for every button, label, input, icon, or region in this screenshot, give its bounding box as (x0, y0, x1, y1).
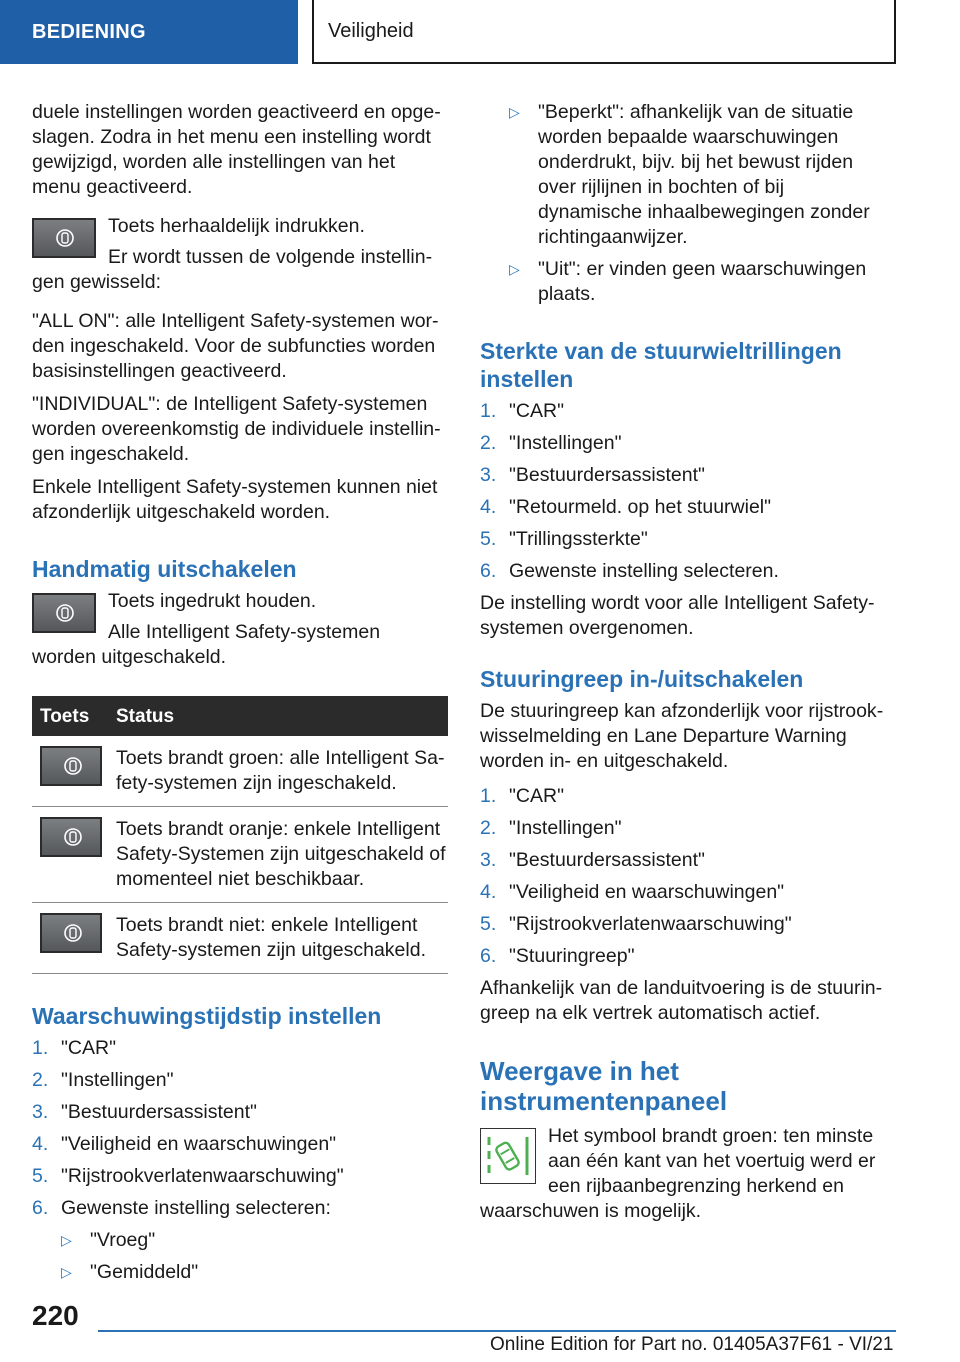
press-hold-block (32, 589, 448, 678)
table-row (32, 807, 448, 903)
list-item: ▷ "Gemiddeld" (61, 1261, 199, 1283)
timing-options (61, 1228, 448, 1285)
intro-paragraph: duele instellingen worden geactiveerd en opgeslagen. Zodra in het menu een instelling wordt gewijzigd, worden alle instellingen van het menu geactiveerd. (32, 101, 441, 198)
all-on-text: "ALL ON": alle Intelligent Safety-systemen worden ingeschakeld. Voor de subfuncties worden basisinstellingen geactiveerd. (32, 310, 439, 382)
steering-heading: Stuuringreep in-/uitschakelen (480, 666, 804, 692)
left-column (32, 100, 448, 1292)
chapter-label: BEDIENING (32, 20, 146, 43)
list-item: ▷ "Beperkt": afhankelijk van de situatie worden bepaalde waarschuwingen onderdrukt, bijv. bij het bewust rijden over rijlijnen in bochten of bij dynamische inhaalbewegingen zonder richtingaanwijzer. (509, 101, 870, 248)
press-repeat-block (32, 214, 448, 303)
switch-between-text: Er wordt tussen de volgende instellingen gewisseld: (32, 246, 433, 293)
safety-button-icon (40, 746, 102, 786)
list-item: 4. "Veiligheid en waarschuwingen" (480, 881, 785, 903)
vibration-note: De instelling wordt voor alle Intelligent Safety-systemen overgenomen. (480, 592, 875, 639)
press-hold-text: Toets ingedrukt houden. (108, 590, 317, 612)
all-off-text: Alle Intelligent Safety-systemen worden uitgeschakeld. (32, 621, 381, 668)
vibration-steps (480, 399, 890, 584)
right-column (480, 100, 890, 1238)
table-col-status: Status (116, 705, 175, 727)
some-off-text: Enkele Intelligent Safety-systemen kunnen niet afzonderlijk uitgeschakeld worden. (32, 476, 438, 523)
lane-departure-symbol-icon (480, 1128, 536, 1184)
steering-intro: De stuuringreep kan afzonderlijk voor rijstrookwisselmelding en Lane Departure Warning worden in- en uitgeschakeld. (480, 700, 884, 772)
list-item: 4. "Veiligheid en waarschuwingen" (32, 1133, 337, 1155)
timing-options-continued (509, 100, 890, 307)
list-item: 3. "Bestuurdersassistent" (32, 1101, 257, 1123)
list-item: ▷ "Uit": er vinden geen waarschuwingen plaats. (509, 258, 867, 305)
list-item: 2. "Instellingen" (480, 432, 622, 454)
list-item: 1. "CAR" (32, 1037, 117, 1059)
safety-button-icon (32, 218, 96, 258)
list-item: 6. Gewenste instelling selecteren. (480, 560, 779, 582)
table-status-text: Toets brandt oranje: enkele Intelligent Safety-Systemen zijn uitgeschakeld of momenteel niet beschikbaar. (116, 818, 446, 890)
table-row (32, 736, 448, 807)
individual-text: "INDIVIDUAL": de Intelligent Safety-systemen worden overeenkomstig de individuele instellingen ingeschakeld. (32, 393, 441, 465)
footer-divider (98, 1330, 896, 1332)
section-header (312, 0, 896, 64)
list-item: 4. "Retourmeld. op het stuurwiel" (480, 496, 772, 518)
list-item: 1. "CAR" (480, 400, 565, 422)
display-block (480, 1124, 890, 1232)
table-row (32, 903, 448, 974)
list-item: ▷ "Vroeg" (61, 1229, 156, 1251)
triangle-bullet-icon: ▷ (509, 261, 520, 277)
list-item: 5. "Trillingssterkte" (480, 528, 648, 550)
list-item: 5. "Rijstrookverlatenwaarschuwing" (480, 913, 792, 935)
list-item: 2. "Instellingen" (480, 817, 622, 839)
safety-button-icon (32, 593, 96, 633)
display-heading: Weergave in het instrumentenpaneel (480, 1056, 728, 1116)
steering-note: Afhankelijk van de landuitvoering is de stuuringreep na elk vertrek automatisch actief. (480, 977, 883, 1024)
vibration-heading: Sterkte van de stuurwieltrillingen instellen (480, 338, 842, 392)
timing-steps (32, 1036, 448, 1221)
press-repeat-text: Toets herhaaldelijk indrukken. (108, 215, 365, 237)
list-item: 3. "Bestuurdersassistent" (480, 464, 705, 486)
section-label: Veiligheid (328, 19, 414, 42)
list-item: 1. "CAR" (480, 785, 565, 807)
table-status-text: Toets brandt groen: alle Intelligent Safety-systemen zijn ingeschakeld. (116, 747, 445, 794)
steering-steps (480, 784, 890, 969)
safety-button-icon (40, 913, 102, 953)
triangle-bullet-icon: ▷ (509, 104, 520, 120)
list-item: 3. "Bestuurdersassistent" (480, 849, 705, 871)
list-item: 5. "Rijstrookverlatenwaarschuwing" (32, 1165, 344, 1187)
triangle-bullet-icon: ▷ (61, 1232, 72, 1248)
display-text: Het symbool brandt groen: ten minste aan één kant van het voertuig werd er een rijbaanbegrenzing herkend en waarschuwen is mogelijk. (480, 1125, 876, 1222)
chapter-tab (0, 0, 298, 64)
list-item: 6. Gewenste instelling selecteren: (32, 1197, 331, 1219)
table-status-text: Toets brandt niet: enkele Intelligent Safety-systemen zijn uitgeschakeld. (116, 914, 426, 961)
manual-heading: Handmatig uitschakelen (32, 556, 297, 582)
triangle-bullet-icon: ▷ (61, 1264, 72, 1280)
list-item: 2. "Instellingen" (32, 1069, 174, 1091)
list-item: 6. "Stuuringreep" (480, 945, 635, 967)
timing-heading: Waarschuwingstijdstip instellen (32, 1003, 382, 1029)
safety-button-icon (40, 817, 102, 857)
status-table (32, 696, 448, 974)
table-col-toets: Toets (40, 705, 90, 727)
table-header (32, 696, 448, 736)
page-number: 220 (32, 1300, 79, 1331)
footer-edition: Online Edition for Part no. 01405A37F61 - VI/21 (490, 1334, 894, 1355)
